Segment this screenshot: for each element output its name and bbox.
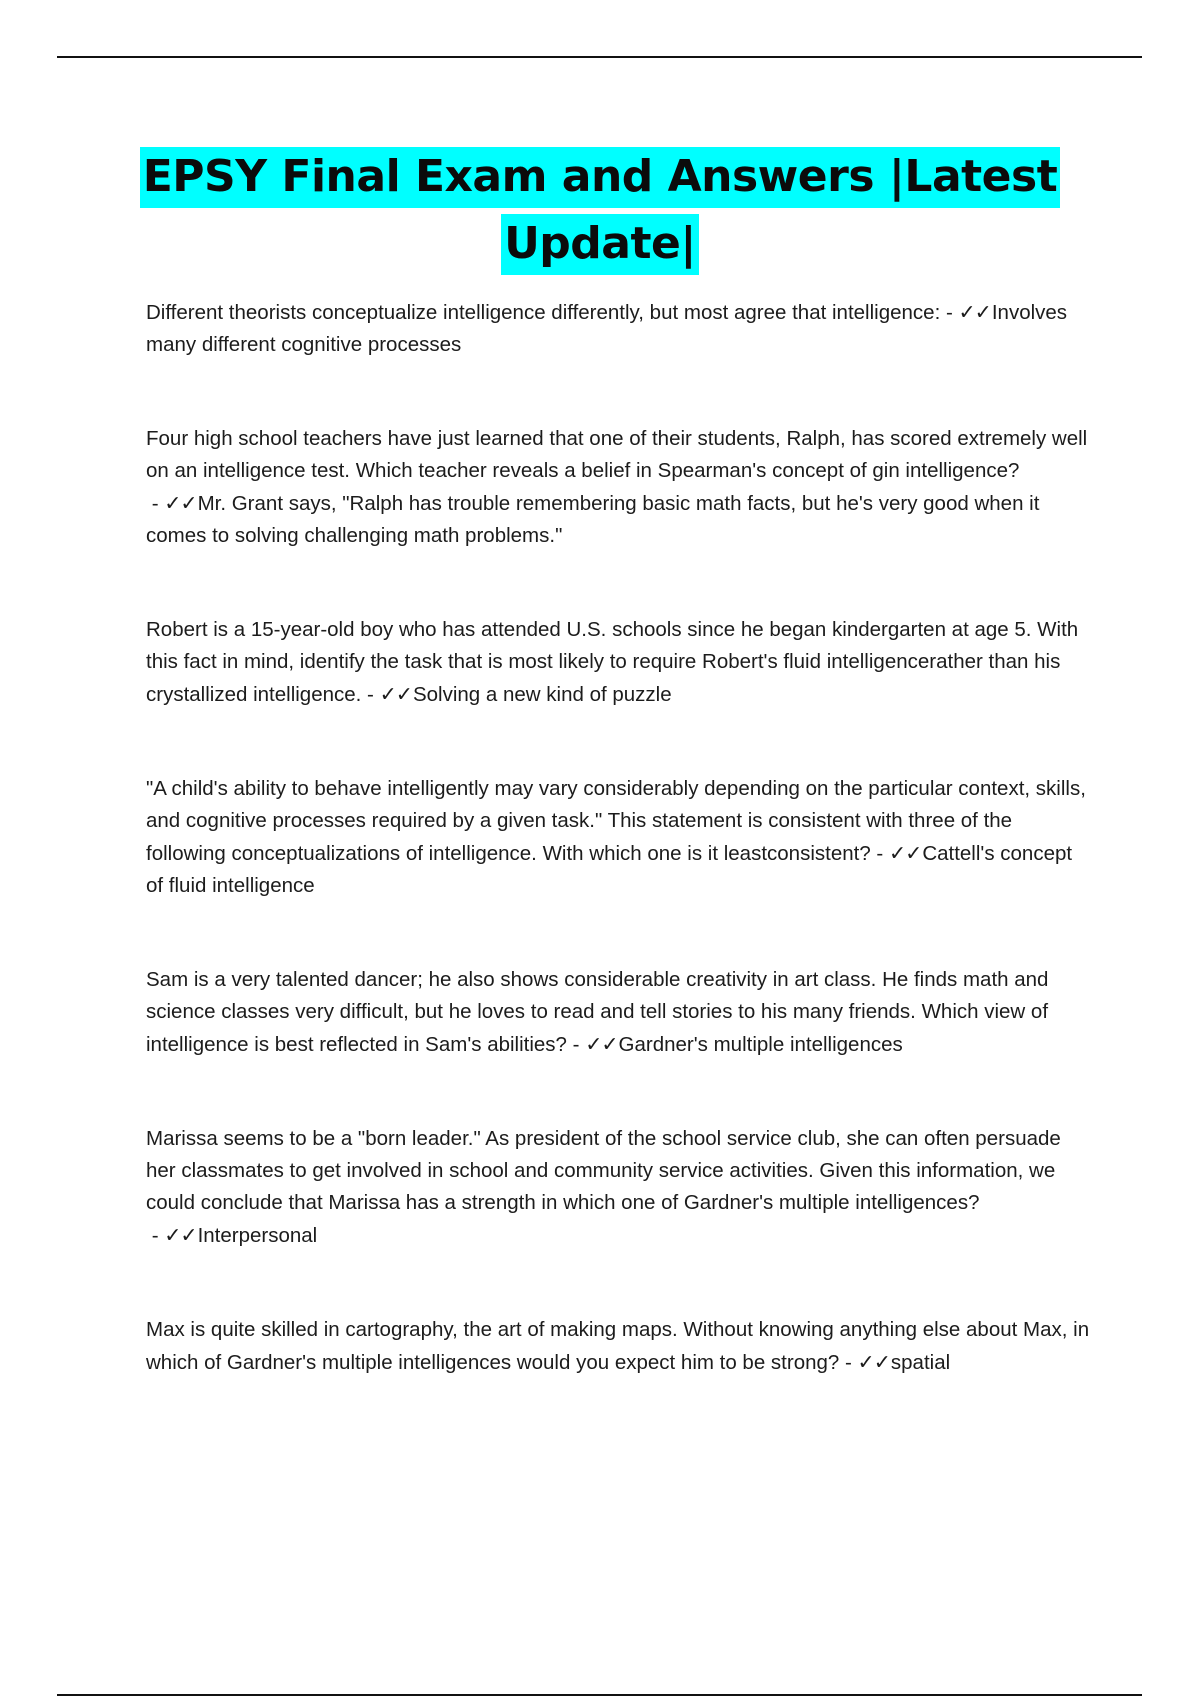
answer-separator: - xyxy=(566,1033,586,1056)
qa-item xyxy=(146,1314,1094,1379)
question-text: Four high school teachers have just learned that one of their students, Ralph, has scored extremely well on an intelligence test. Which teacher reveals a belief in Spearman's concept of gin intelligence? xyxy=(146,427,1088,482)
qa-item xyxy=(146,964,1094,1061)
answer-separator: - xyxy=(870,842,889,865)
top-rule xyxy=(57,56,1142,58)
double-check-icon: ✓✓ xyxy=(164,1223,197,1247)
answer-separator: - xyxy=(146,492,165,515)
double-check-icon: ✓✓ xyxy=(379,682,412,706)
question-text: Robert is a 15-year-old boy who has attended U.S. schools since he began kindergarten at age 5. With this fact in mind, identify the task that is most likely to require Robert's fluid intelligencerather than his crystallized intelligence. xyxy=(146,618,1079,706)
question-text: Max is quite skilled in cartography, the art of making maps. Without knowing anything else about Max, in which of Gardner's multiple intelligences would you expect him to be strong? xyxy=(146,1318,1090,1374)
qa-item xyxy=(146,296,1094,361)
question-text: "A child's ability to behave intelligently may vary considerably depending on the particular context, skills, and cognitive processes required by a given task." This statement is consistent with three of the following conceptualizations of intelligence. With which one is it leastconsistent? xyxy=(146,777,1086,865)
bottom-rule xyxy=(57,1694,1142,1696)
qa-item xyxy=(146,1123,1094,1252)
question-text: Marissa seems to be a "born leader." As president of the school service club, she can often persuade her classmates to get involved in school and community service activities. Given this information, we could conclude that Marissa has a strength in which one of Gardner's multiple intelligences? xyxy=(146,1127,1061,1214)
answer-text: Cattell's concept of fluid intelligence xyxy=(146,842,1073,897)
answer-text: Gardner's multiple intelligences xyxy=(618,1033,903,1056)
answer-text: Involves many different cognitive processes xyxy=(146,301,1068,356)
page-title-highlight: EPSY Final Exam and Answers |Latest Update| xyxy=(140,147,1061,275)
question-text: Different theorists conceptualize intelligence differently, but most agree that intelligence: xyxy=(146,301,941,324)
double-check-icon: ✓✓ xyxy=(958,300,991,324)
answer-text: Interpersonal xyxy=(197,1224,318,1247)
double-check-icon: ✓✓ xyxy=(164,491,197,515)
answer-separator: - xyxy=(839,1351,858,1374)
title-block xyxy=(100,143,1100,277)
qa-list xyxy=(146,296,1094,1441)
double-check-icon: ✓✓ xyxy=(888,841,922,865)
answer-text: spatial xyxy=(890,1351,951,1374)
qa-item xyxy=(146,773,1094,902)
answer-separator: - xyxy=(940,301,959,324)
page-title xyxy=(100,143,1100,277)
double-check-icon: ✓✓ xyxy=(857,1350,890,1374)
question-text: Sam is a very talented dancer; he also shows considerable creativity in art class. He finds math and science classes very difficult, but he loves to read and tell stories to his many friends. Which view of intelligence is best reflected in Sam's abilities? xyxy=(146,968,1049,1056)
answer-separator: - xyxy=(361,683,380,706)
double-check-icon: ✓✓ xyxy=(585,1032,618,1056)
answer-text: Mr. Grant says, "Ralph has trouble remembering basic math facts, but he's very good when it comes to solving challenging math problems." xyxy=(146,492,1040,547)
answer-text: Solving a new kind of puzzle xyxy=(412,683,672,706)
qa-item xyxy=(146,614,1094,711)
answer-separator: - xyxy=(146,1224,165,1247)
qa-item xyxy=(146,423,1094,552)
